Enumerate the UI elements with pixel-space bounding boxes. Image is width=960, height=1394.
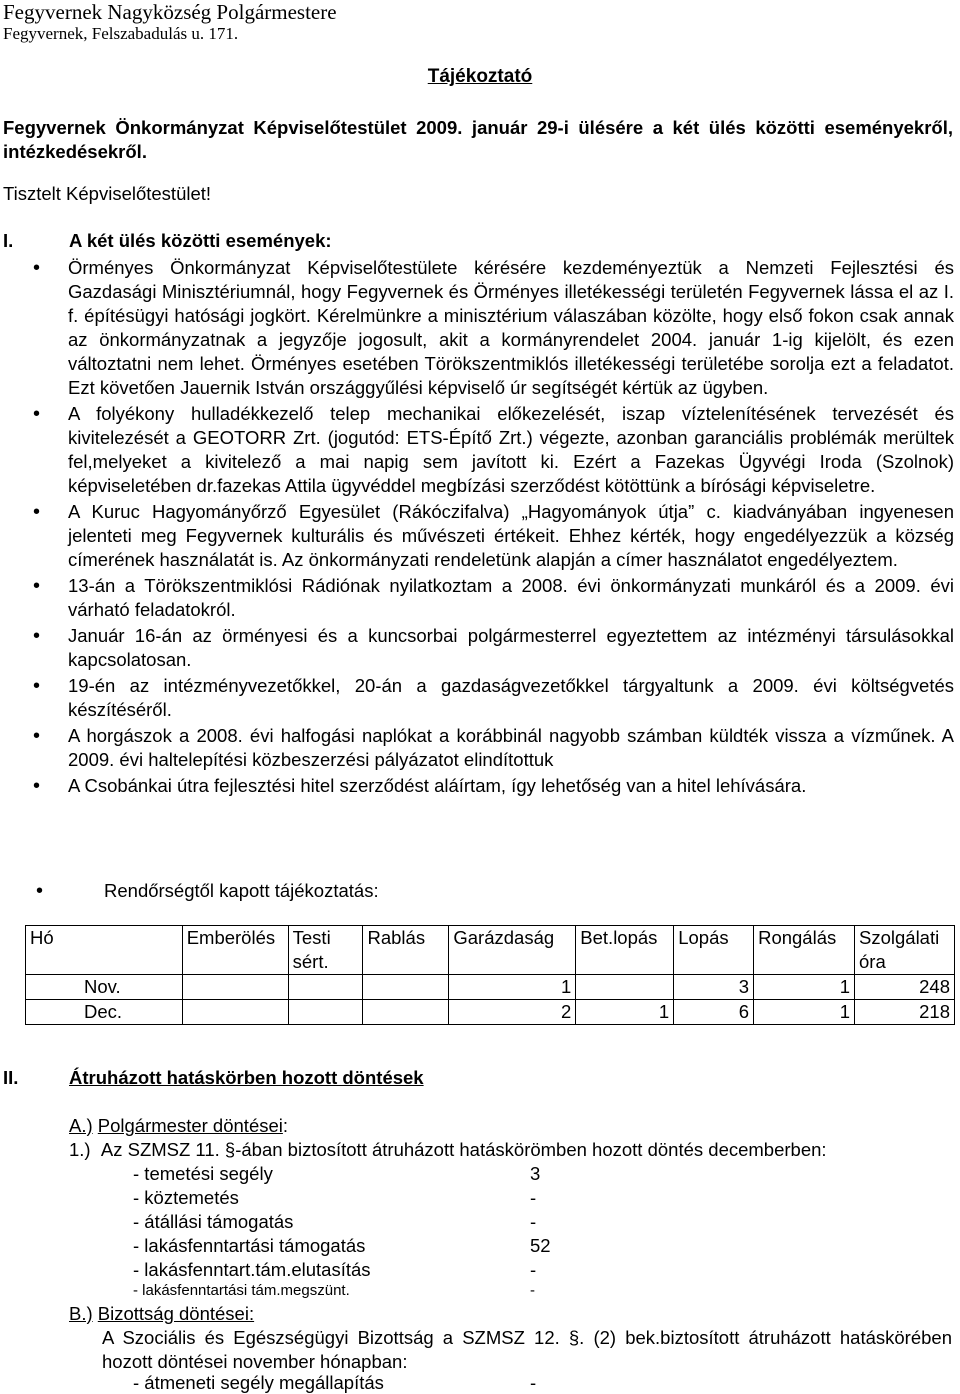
subsection-a-heading [69,1115,288,1137]
table-cell: 2 [449,1000,576,1025]
table-header-cell: Emberölés [182,926,288,975]
decision-row-value: - [530,1282,535,1299]
table-row [26,1000,955,1025]
decision-row-label: - lakásfenntart.tám.elutasítás [133,1259,371,1280]
list-item: • 19-én az intézményvezetőkkel, 20-án a gazdaságvezetőkkel tárgyaltunk a 2009. évi költségvetés készítéséről. [0,674,960,722]
table-header-row [26,926,955,975]
table-cell: 1 [754,1000,855,1025]
decision-row-value: 52 [530,1235,551,1256]
section-2-number: II. [3,1067,19,1088]
list-item: • A Kuruc Hagyományőrző Egyesület (Rákóczifalva) „Hagyományok útja” c. kiadványában ingyenesen jelenteti meg Fegyvernek kulturális és művészeti értékeit. Ehhez kérték, hogy engedélyezzük a község címerének használatát is. Az önkormányzati rendeletünk alapján a címer használatot engedélyeztem. [0,500,960,572]
document-title: Tájékoztató [427,66,533,87]
table-cell: 1 [449,975,576,1000]
decision-row-value: - [530,1187,537,1208]
table-cell [576,975,674,1000]
police-stats-table [25,925,955,1025]
list-item: • A horgászok a 2008. évi halfogási naplókat a korábbinál nagyobb számban küldték vissza a vízműnek. A 2009. évi haltelepítési közbeszerzési pályázatot elindítottuk [0,724,960,772]
table-cell [182,1000,288,1025]
subsection-a-label: A.) [69,1115,93,1136]
list-item: • A folyékony hulladékkezelő telep mechanikai előkezelését, iszap víztelenítésének tervezését és kivitelezését a GEOTORR Zrt. (jogutód: ETS-Építő Zrt.) végezte, azonban garanciális problémák merültek fel,melyeket a kivitelező a mai napig sem javított ki. Ezért a Fazekas Ügyvégi Iroda (Szolnok) képviseletében dr.fazekas Attila ügyvéddel megbízási szerződést kötöttünk a bírósági képviseletre. [0,402,960,498]
subsection-a-title: Polgármester döntései [97,1115,283,1136]
table-cell [182,975,288,1000]
table-cell: 218 [855,1000,955,1025]
subsection-b-label: B.) [69,1303,93,1324]
table-cell [363,975,449,1000]
decision-row-label: - temetési segély [133,1163,273,1184]
section-2-title: Átruházott hatáskörben hozott döntések [69,1067,424,1088]
table-header-cell: Rongálás [754,926,855,975]
decision-row-value: - [530,1259,537,1280]
document-intro: Fegyvernek Önkormányzat Képviselőtestület 2009. január 29-i ülésére a két ülés közötti eseményekről, intézkedésekről. [3,117,953,162]
decision-item-number: 1.) [69,1139,91,1160]
decision-item-1 [69,1139,827,1161]
table-cell [363,1000,449,1025]
list-item: • Január 16-án az örményesi és a kuncsorbai polgármesterrel egyeztettem az intézményi társulásokkal kapcsolatosan. [0,624,960,672]
table-header-cell: Hó [26,926,183,975]
decision-row-label: - lakásfenntartási támogatás [133,1235,366,1256]
decision-row-label: - átállási támogatás [133,1211,294,1232]
table-cell: 1 [754,975,855,1000]
table-cell [288,975,363,1000]
table-row [26,975,955,1000]
decision-row-label: - köztemetés [133,1187,239,1208]
issuer-address: Fegyvernek, Felszabadulás u. 171. [3,24,239,43]
decision-row-label: - átmeneti segély megállapítás [133,1372,384,1393]
section-1-title: A két ülés közötti események: [69,230,332,251]
subsection-b-title: Bizottság döntései: [97,1303,255,1324]
section-2-heading [3,1067,424,1089]
issuer-name: Fegyvernek Nagyközség Polgármestere [3,0,337,24]
subsection-b-heading [69,1303,254,1325]
list-item: • Örményes Önkormányzat Képviselőtestülete kérésére kezdeményeztük a Nemzeti Fejlesztési és Gazdasági Minisztériumnál, hogy Fegyvernek és Örményes illetékességi területén Fegyvernek lássa el az I. f. építésügyi hatósági jogkört. Kérelmünkre a minisztérium válaszában közölte, hogy első fokon csak annak az önkormányzatnak a jegyzője jogosult, akit a kormányrendelet 2004. január 1-ig kijelölt, és ezen változtatni nem lehet. Örményes esetében Törökszentmiklós illetékességi területébe sorolja ezt a feladatot. Ezt követően Jauernik István országgyűlési képviselő úr segítségét kértük az ügyben. [0,256,960,400]
decision-row-value: - [530,1211,537,1232]
section-1-number: I. [3,230,14,251]
table-header-cell: Szolgálati óra [855,926,955,975]
table-cell: 3 [674,975,754,1000]
table-cell: Nov. [26,975,183,1000]
table-cell: 248 [855,975,955,1000]
decision-row-value: 3 [530,1163,541,1184]
decision-item-text: Az SZMSZ 11. §-ában biztosított átruházott hatáskörömben hozott döntés decemberben: [100,1139,827,1160]
table-cell: Dec. [26,1000,183,1025]
greeting: Tisztelt Képviselőtestület! [3,183,212,204]
list-item: • A Csobánkai útra fejlesztési hitel szerződést aláírtam, így lehetőség van a hitel lehívására. [0,774,960,798]
list-item: • 13-án a Törökszentmiklósi Rádiónak nyilatkoztam a 2008. évi önkormányzati munkáról és a 2009. évi várható feladatokról. [0,574,960,622]
table-cell: 1 [576,1000,674,1025]
police-heading: • Rendőrségtől kapott tájékoztatás: [104,880,379,902]
table-cell [288,1000,363,1025]
table-cell: 6 [674,1000,754,1025]
table-header-cell: Bet.lopás [576,926,674,975]
decision-row-value: - [530,1372,537,1393]
events-list [0,256,960,800]
decision-row-label: - lakásfenntartási tám.megszünt. [133,1282,350,1299]
table-header-cell: Rablás [363,926,449,975]
subsection-a-colon: : [282,1115,289,1136]
subsection-b-text: A Szociális és Egészségügyi Bizottság a SZMSZ 12. §. (2) bek.biztosított átruházott hatáskörében hozott döntései november hónapban: [102,1327,952,1372]
table-header-cell: Testi sért. [288,926,363,975]
table-header-cell: Lopás [674,926,754,975]
table-header-cell: Garázdaság [449,926,576,975]
section-1-heading [3,230,332,252]
